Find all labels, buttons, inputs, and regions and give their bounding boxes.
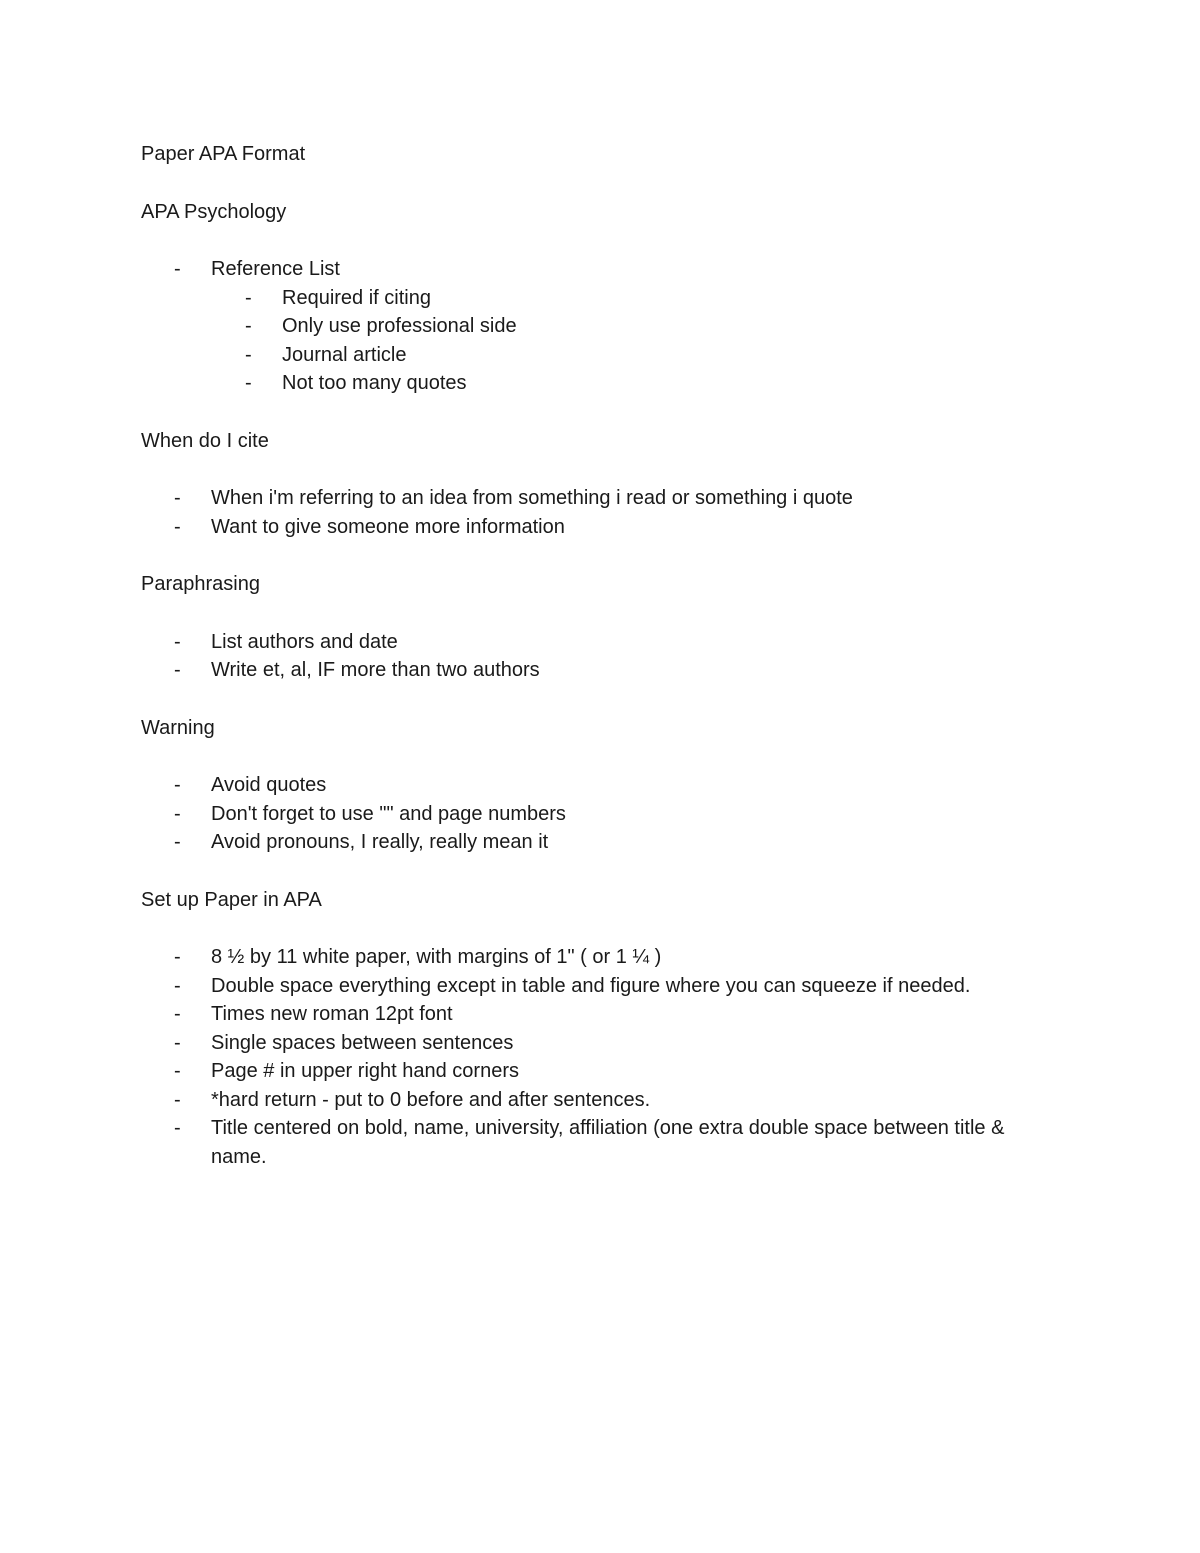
list-item — [211, 369, 1061, 398]
list-item-text: Want to give someone more information — [211, 515, 565, 538]
list-item — [141, 484, 1061, 513]
list-item — [141, 771, 1061, 800]
list-item — [141, 943, 1061, 972]
list-item-text: Avoid pronouns, I really, really mean it — [211, 831, 549, 853]
list-item-text: Times new roman 12pt font — [211, 1003, 453, 1025]
list-item-text: Required if citing — [282, 286, 431, 309]
list-item — [211, 312, 1061, 341]
list-item — [141, 1057, 1061, 1086]
list-item-text: Double space everything except in table and figure where you can squeeze if needed. — [211, 974, 971, 997]
list-item-text: *hard return - put to 0 before and after sentences. — [211, 1088, 651, 1111]
section-heading-when-do-i-cite: When do I cite — [141, 429, 269, 452]
list-item — [141, 1086, 1061, 1115]
list-item-text: Not too many quotes — [282, 372, 467, 394]
list-item — [211, 284, 1061, 313]
list-set-up-paper — [141, 943, 1061, 1171]
list-item — [141, 255, 1061, 398]
list-item — [141, 628, 1061, 657]
list-item — [141, 828, 1061, 857]
sublist-reference-list — [211, 284, 1061, 398]
section-heading-warning: Warning — [141, 716, 215, 739]
list-paraphrasing — [141, 628, 1061, 685]
list-item-text: Title centered on bold, name, university, affiliation (one extra double space between title & name. — [211, 1117, 1005, 1168]
list-item — [141, 656, 1061, 685]
list-item-text: Single spaces between sentences — [211, 1031, 514, 1054]
list-item — [211, 341, 1061, 370]
list-item-text: Journal article — [282, 343, 407, 366]
list-apa-psychology — [141, 255, 1061, 398]
list-item — [141, 972, 1061, 1001]
document-body — [141, 140, 1061, 1171]
list-item-text: Reference List — [211, 258, 340, 280]
list-item — [141, 1000, 1061, 1029]
list-when-do-i-cite — [141, 484, 1061, 541]
list-item — [141, 800, 1061, 829]
section-heading-apa-psychology: APA Psychology — [141, 200, 287, 223]
list-item-text: List authors and date — [211, 630, 398, 653]
list-item-text: Page # in upper right hand corners — [211, 1060, 519, 1082]
list-item — [141, 1114, 1061, 1171]
list-item-text: Avoid quotes — [211, 774, 327, 796]
list-item-text: Only use professional side — [282, 315, 517, 337]
document-title: Paper APA Format — [141, 143, 306, 165]
list-item-text: Don't forget to use "" and page numbers — [211, 802, 566, 825]
list-warning — [141, 771, 1061, 857]
list-item — [141, 513, 1061, 542]
section-heading-paraphrasing: Paraphrasing — [141, 573, 260, 595]
list-item — [141, 1029, 1061, 1058]
list-item-text: Write et, al, IF more than two authors — [211, 659, 540, 681]
section-heading-set-up-paper: Set up Paper in APA — [141, 888, 322, 911]
list-item-text: When i'm referring to an idea from something i read or something i quote — [211, 487, 853, 509]
list-item-text: 8 ½ by 11 white paper, with margins of 1" ( or 1 ¼ ) — [211, 946, 662, 968]
